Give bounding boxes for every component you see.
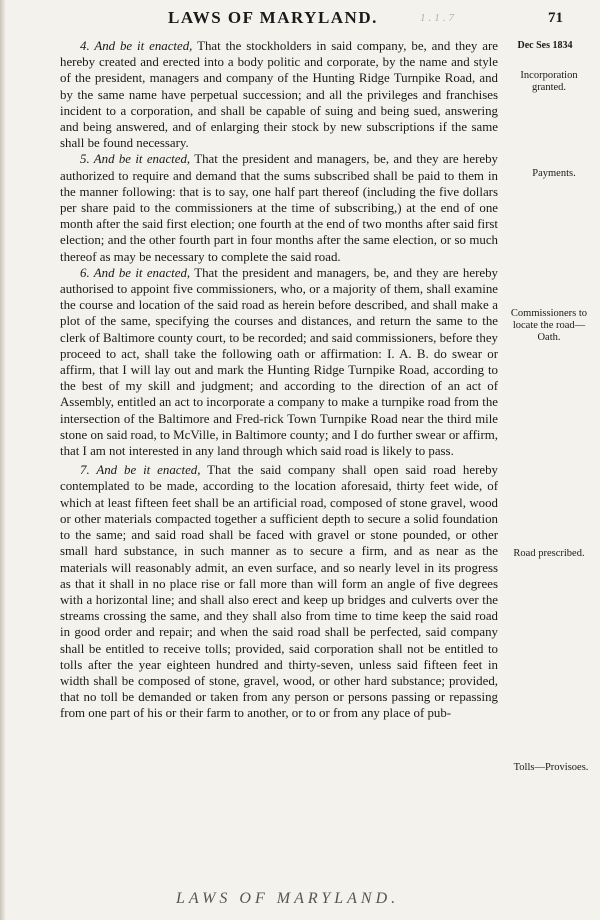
margin-note-road-prescribed: Road prescribed.: [513, 548, 585, 559]
section-4-intro: 4. And be it enacted,: [80, 39, 193, 53]
section-5: [60, 151, 498, 264]
margin-note-date: Dec Ses 1834: [517, 40, 573, 51]
margin-note-tolls: Tolls—Provisoes.: [513, 762, 589, 773]
section-7-intro: 7. And be it enacted,: [80, 463, 201, 478]
section-7: [60, 462, 498, 721]
margin-note-incorporation: Incorporation granted.: [520, 70, 578, 93]
body-text: [60, 38, 498, 722]
running-head: LAWS OF MARYLAND.: [168, 8, 378, 27]
section-5-intro: 5. And be it enacted,: [80, 152, 191, 167]
section-4-text: That the stockholders in said company, be, and they are hereby created and erected into a body politic and corporate, by the name and style of the president, managers and company of the Hunting Ridge Turnpike Road, and by the same name have perpetual succession; and all the privileges and franchises incident to a corporation, and shall be capable of suing and being sued, answering and being answered, and of enlarging their stock by new subscriptions if the same shall be found necessary.: [60, 39, 498, 151]
section-7-text: That the said company shall open said road hereby contemplated to be made, according to the location aforesaid, thirty feet wide, of which at least fifteen feet shall be an artificial road, composed of stone gravel, wood or other materials compacted together a sufficient depth to secure a solid foundation to the same; and said road shall be faced with gravel or stone pounded, or other small hard substance, in such manner as to secure a firm, and as near as the materials will reasonably admit, an even surface, and so nearly level in its progress as that it shall in no place rise or fall more than will form an angle of five degrees with a horizontal line; and shall also erect and keep up bridges and culverts over the streams crossing the same, and they shall also from time to time keep the said road in good order and repair; and when the said road shall be perfected, said company shall be entitled to receive tolls; provided, said corporation shall not be entitled to tolls after the year eighteen hundred and thirty-seven, unless said fifteen feet in width shall be composed of stone, gravel, wood, or other hard substance; provided, that no toll be demanded or taken from any person or persons passing or repassing from one part of his or their farm to another, or to or from any place of pub-: [60, 463, 498, 721]
footer-mark: LAWS OF MARYLAND.: [176, 890, 400, 907]
margin-note-commissioners: Commissioners to locate the road—Oath.: [510, 308, 588, 343]
page-edge-shadow: [0, 0, 6, 920]
section-6-text: That the president and managers, be, and they are hereby authorised to appoint five commissioners, who, or a majority of them, shall examine the course and location of the said road as herein before described, and shall make a plot of the same, specifying the courses and distances, and return the same to the clerk of Baltimore county court, to be recorded; and said commissioners, before they proceed to act, shall take the following oath or affirmation: I. A. B. do swear or affirm, that I will lay out and mark the Hunting Ridge Turnpike Road, according to the best of my skill and judgment; and according to the direction of an act of Assembly, entitled an act to incorporate a company to make a turnpike road from the intersection of the Baltimore and Fred-rick Town Turnpike Road near the third mile stone on said road, to McVille, in Baltimore county; and I do further swear or affirm, that I am not interested in any land through which said road is likely to pass.: [60, 265, 498, 459]
faint-mark: 1.1.7: [420, 12, 457, 24]
section-4: [60, 38, 498, 151]
section-6-intro: 6. And be it enacted,: [80, 265, 191, 280]
section-5-text: That the president and managers, be, and they are hereby authorized to require and demand that the sums subscribed shall be paid to them in the manner following: that is to say, one half part thereof (including the five dollars per share paid to the commissioners at the time of subscribing,) at the end of one month after the said first election; one fourth at the end of two months after said first election; and the other fourth part in four months after the same election, or so much thereof as may be necessary to complete the said road.: [60, 152, 498, 264]
section-6: [60, 265, 498, 459]
page-number: 71: [548, 10, 563, 26]
margin-note-payments: Payments.: [532, 168, 576, 179]
